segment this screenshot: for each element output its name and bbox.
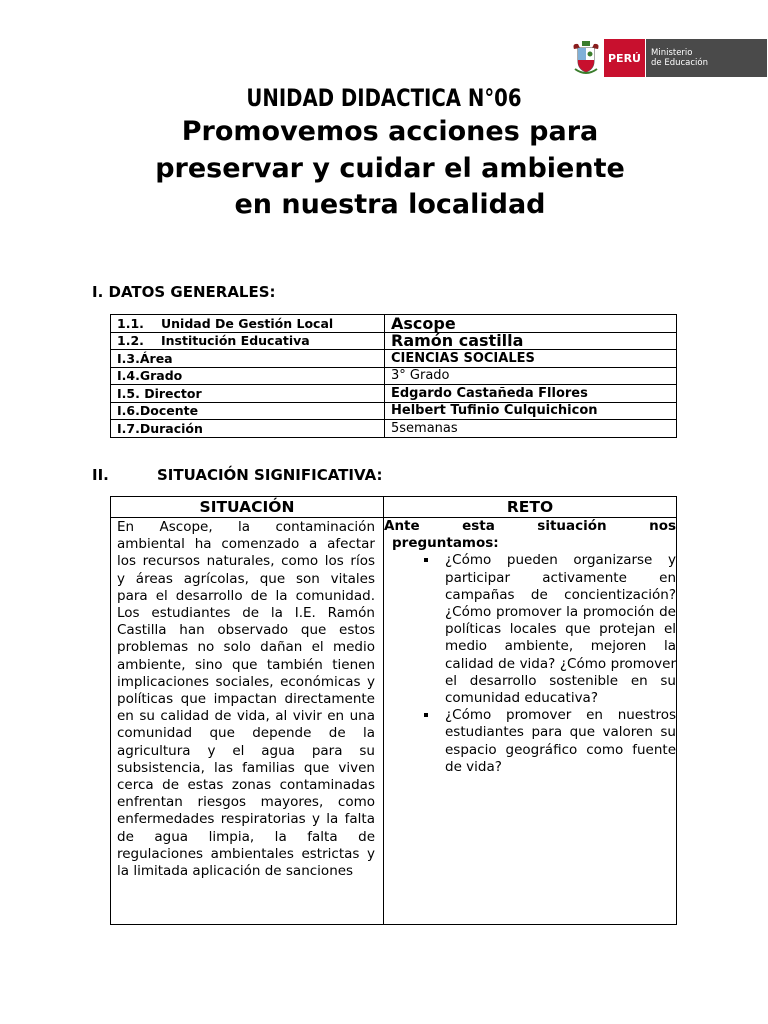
row-label [111,315,385,333]
row-label [111,367,385,385]
coat-of-arms-icon [570,39,602,77]
section-heading-datos: I. DATOS GENERALES: [92,283,276,301]
brand-ministry-line1: Ministerio [651,48,693,58]
section-heading-situacion: SITUACIÓN SIGNIFICATIVA: [157,466,383,484]
row-value: CIENCIAS SOCIALES [385,350,677,368]
row-number: I.4. [117,368,140,384]
row-value: Edgardo Castañeda Fllores [385,385,677,403]
table-row [111,518,677,925]
row-value: Helbert Tufinio Culquichicon [385,402,677,420]
table-row [111,332,677,350]
table-row [111,315,677,333]
row-number: 1.1. [117,315,144,331]
table-row [111,350,677,368]
reto-question-list [384,552,676,776]
unit-title: UNIDAD DIDACTICA N°06 [246,84,522,112]
row-number: I.5. [117,385,140,401]
row-label-text: Área [139,350,173,366]
table-row [111,385,677,403]
row-label-text: Docente [139,403,199,419]
row-value: Ramón castilla [385,332,677,350]
table-header-row [111,497,677,518]
column-header-reto: RETO [384,497,677,518]
row-number: I.3. [117,350,140,366]
square-bullet-icon [424,713,428,717]
row-label [111,402,385,420]
datos-generales-table [110,314,677,438]
row-number: 1.2. [117,333,144,349]
reto-question: ¿Cómo promover en nuestros estudiantes para que valoren su espacio geográfico como fuente de vida? [445,707,676,775]
brand-ministry [646,39,767,77]
row-number: I.7. [117,420,140,436]
section-number-situacion: II. [92,466,109,484]
reto-cell [384,518,677,925]
list-item [384,707,676,776]
row-label-text: Director [144,385,202,401]
row-number: I.6. [117,403,140,419]
row-label-text: Grado [139,368,183,384]
row-label-text: Unidad De Gestión Local [161,315,334,331]
ministry-logo [570,39,767,77]
row-value: 5semanas [385,420,677,438]
table-row [111,402,677,420]
main-title: Promovemos acciones para preservar y cuidar el ambiente en nuestra localidad [155,116,625,220]
row-label-text: Institución Educativa [161,333,310,349]
reto-intro-continued: preguntamos: [392,535,499,552]
brand-country: PERÚ [604,39,646,77]
situacion-table [110,496,677,925]
situacion-cell [111,518,384,925]
row-label [111,350,385,368]
row-label [111,420,385,438]
reto-question: ¿Cómo pueden organizarse y participar activamente en campañas de concientización? ¿Cómo promover la promoción de políticas locales que protejan el medio ambiente, mejoren la calidad de vida? ¿Cómo promover el desarrollo sostenible en su comunidad educativa? [445,552,676,707]
table-row [111,420,677,438]
row-value: 3° Grado [385,367,677,385]
table-row [111,367,677,385]
row-label-text: Duración [139,420,203,436]
list-item [384,552,676,707]
row-value: Ascope [385,315,677,333]
square-bullet-icon [424,558,428,562]
row-label [111,332,385,350]
reto-intro: Ante esta situación nos [384,518,676,534]
brand-ministry-line2: de Educación [651,58,708,68]
column-header-situacion: SITUACIÓN [111,497,384,518]
situacion-text: En Ascope, la contaminación ambiental ha comenzado a afectar los recursos naturales, como los ríos y áreas agrícolas, que son vitales para el desarrollo de la comunidad. Los estudiantes de la I.E. Ramón Castilla han observado que estos problemas no solo dañan el medio ambiente, sino que también tienen implicaciones sociales, económicas y políticas que impactan directamente en su calidad de vida, al vivir en una comunidad que depende de la agricultura y el agua para su subsistencia, las familias que viven cerca de estas zonas contaminadas enfrentan riesgos mayores, como enfermedades respiratorias y la falta de agua limpia, la falta de regulaciones ambientales estrictas y la limitada aplicación de sanciones [117,519,375,880]
row-label [111,385,385,403]
